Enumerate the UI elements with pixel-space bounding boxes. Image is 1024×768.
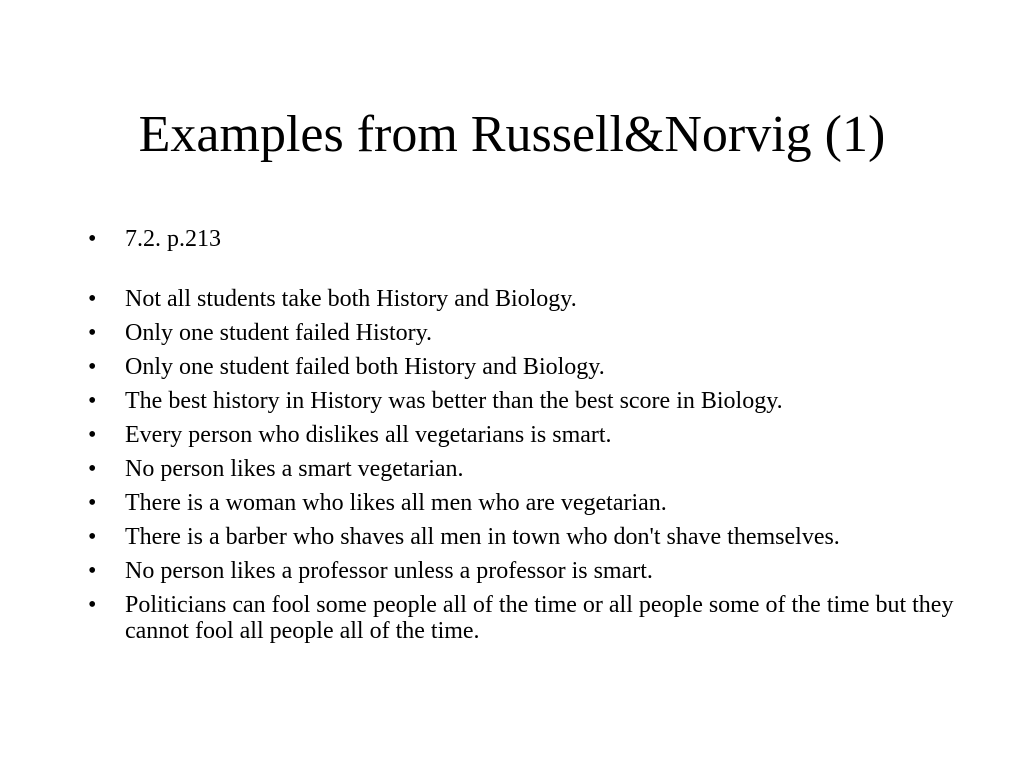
bullet-icon: •	[88, 558, 97, 584]
bullet-icon: •	[88, 354, 97, 380]
bullet-text: There is a woman who likes all men who are vegetarian.	[125, 490, 667, 516]
bullet-item	[88, 320, 988, 346]
bullet-item	[88, 286, 988, 312]
bullet-icon: •	[88, 490, 97, 516]
bullet-item	[88, 354, 988, 380]
bullet-item	[88, 558, 988, 584]
bullet-text: Politicians can fool some people all of the time or all people some of the time but they cannot fool all people all of the time.	[125, 592, 954, 644]
bullet-text: There is a barber who shaves all men in town who don't shave themselves.	[125, 524, 840, 550]
bullet-text: Not all students take both History and Biology.	[125, 286, 577, 312]
bullet-item	[88, 456, 988, 482]
bullet-list	[88, 226, 988, 652]
bullet-icon: •	[88, 320, 97, 346]
bullet-icon: •	[88, 592, 97, 618]
bullet-icon: •	[88, 286, 97, 312]
bullet-text: Every person who dislikes all vegetarians is smart.	[125, 422, 612, 448]
slide-title: Examples from Russell&Norvig (1)	[138, 106, 886, 163]
bullet-item	[88, 422, 988, 448]
bullet-item	[88, 524, 988, 550]
bullet-text: The best history in History was better than the best score in Biology.	[125, 388, 783, 414]
bullet-text: 7.2. p.213	[125, 226, 221, 252]
bullet-text: Only one student failed both History and Biology.	[125, 354, 605, 380]
bullet-icon: •	[88, 226, 97, 252]
bullet-item	[88, 592, 988, 644]
bullet-text: No person likes a professor unless a professor is smart.	[125, 558, 653, 584]
bullet-item	[88, 226, 988, 252]
bullet-icon: •	[88, 388, 97, 414]
bullet-text: No person likes a smart vegetarian.	[125, 456, 464, 482]
bullet-text: Only one student failed History.	[125, 320, 433, 346]
bullet-icon: •	[88, 422, 97, 448]
bullet-icon: •	[88, 524, 97, 550]
bullet-item	[88, 490, 988, 516]
bullet-icon: •	[88, 456, 97, 482]
bullet-item	[88, 388, 988, 414]
